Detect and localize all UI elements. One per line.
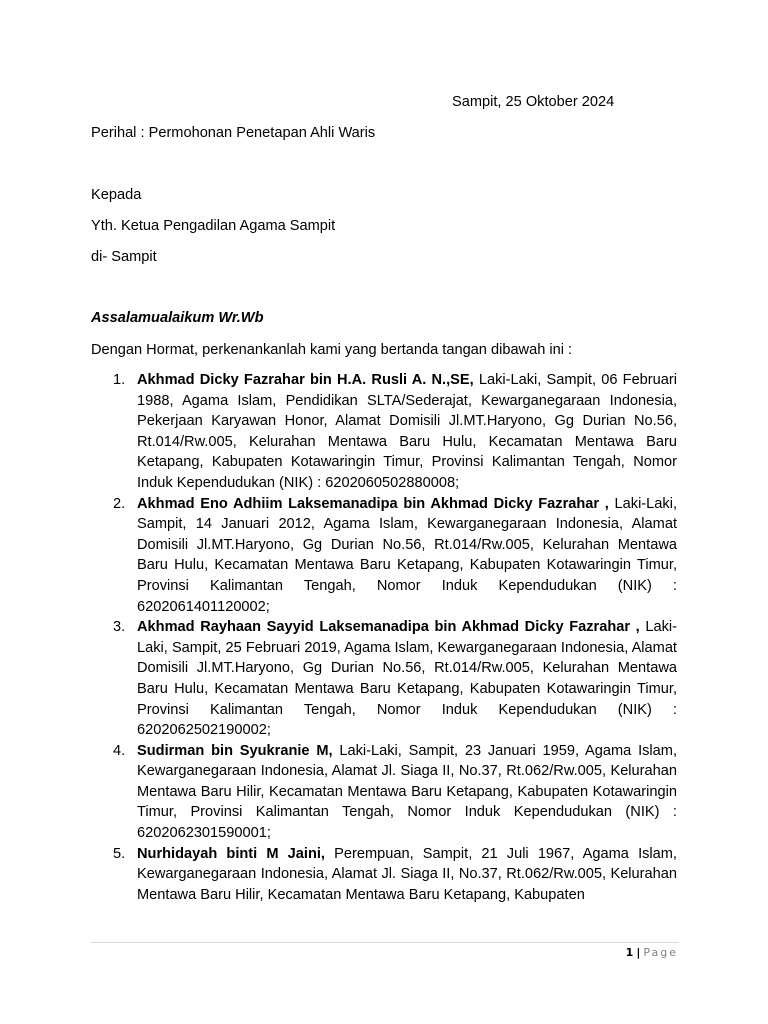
list-number: 4. [113, 742, 126, 759]
applicant-list [91, 370, 677, 905]
person-details: Laki-Laki, Sampit, 23 Januari 1959, Agama Islam, Kewarganegaraan Indonesia, Alamat Jl. Siaga II, No.37, Rt.062/Rw.005, Kelurahan Mentawa Baru Hilir, Kecamatan Mentawa Baru Ketapang, Kabupaten Kotawaringin Timur, Provinsi Kalimantan Tengah, Nomor Induk Kependudukan (NIK) : 6202062301590001; [137, 742, 677, 842]
list-number: 2. [113, 495, 126, 512]
page-number: 1 [625, 946, 634, 959]
list-item [91, 494, 677, 618]
person-details: Perempuan, Sampit, 21 Juli 1967, Agama Islam, Kewarganegaraan Indonesia, Alamat Jl. Siaga II, No.37, Rt.062/Rw.005, Kelurahan Mentawa Baru Hilir, Kecamatan Mentawa Baru Ketapang, Kabupaten [137, 845, 677, 903]
addressee-recipient: Yth. Ketua Pengadilan Agama Sampit [91, 218, 336, 234]
person-name: Akhmad Dicky Fazrahar bin H.A. Rusli A. N.,SE, [137, 372, 474, 388]
list-item [91, 844, 677, 906]
list-number: 5. [113, 845, 126, 862]
person-name: Sudirman bin Syukranie M, [137, 742, 333, 759]
addressee-location: di- Sampit [91, 249, 157, 265]
person-details: Laki-Laki, Sampit, 25 Februari 2019, Agama Islam, Kewarganegaraan Indonesia, Alamat Domisili Jl.MT.Haryono, Gg Durian No.56, Rt.014/Rw.005, Kelurahan Mentawa Baru Hulu, Kecamatan Mentawa Baru Ketapang, Kabupaten Kotawaringin Timur, Provinsi Kalimantan Tengah, Nomor Induk Kependudukan (NIK) : 6202062502190002; [137, 619, 678, 739]
page-label: Page [643, 946, 678, 959]
intro-text: Dengan Hormat, perkenankanlah kami yang bertanda tangan dibawah ini : [91, 342, 573, 358]
person-details: Laki-Laki, Sampit, 06 Februari 1988, Agama Islam, Pendidikan SLTA/Sederajat, Kewarganegaraan Indonesia, Pekerjaan Karyawan Honor, Alamat Domisili Jl.MT.Haryono, Gg Durian No.56, Rt.014/Rw.005, Kelurahan Mentawa Baru Hulu, Kecamatan Mentawa Baru Ketapang, Kabupaten Kotawaringin Timur, Provinsi Kalimantan Tengah, Nomor Induk Kependudukan (NIK) : 6202060502880008; [137, 372, 677, 491]
addressee-kepada: Kepada [91, 187, 142, 203]
page-footer [626, 945, 678, 961]
letter-subject: Perihal : Permohonan Penetapan Ahli Waris [91, 125, 376, 141]
person-name: Nurhidayah binti M Jaini, [137, 845, 325, 862]
list-item [91, 617, 677, 741]
list-number: 3. [113, 619, 126, 636]
person-name: Akhmad Eno Adhiim Laksemanadipa bin Akhmad Dicky Fazrahar , [137, 495, 609, 512]
footer-divider [91, 942, 679, 943]
person-name: Akhmad Rayhaan Sayyid Laksemanadipa bin Akhmad Dicky Fazrahar , [137, 619, 640, 636]
letter-date: Sampit, 25 Oktober 2024 [452, 94, 615, 110]
list-item [91, 370, 677, 494]
footer-separator: | [636, 946, 641, 959]
greeting: Assalamualaikum Wr.Wb [91, 310, 264, 326]
person-details: Laki-Laki, Sampit, 14 Januari 2012, Agama Islam, Kewarganegaraan Indonesia, Alamat Domisili Jl.MT.Haryono, Gg Durian No.56, Rt.014/Rw.005, Kelurahan Mentawa Baru Hulu, Kecamatan Mentawa Baru Ketapang, Kabupaten Kotawaringin Timur, Provinsi Kalimantan Tengah, Nomor Induk Kependudukan (NIK) : 6202061401120002; [137, 495, 677, 615]
list-number: 1. [113, 372, 126, 388]
list-item [91, 741, 677, 844]
